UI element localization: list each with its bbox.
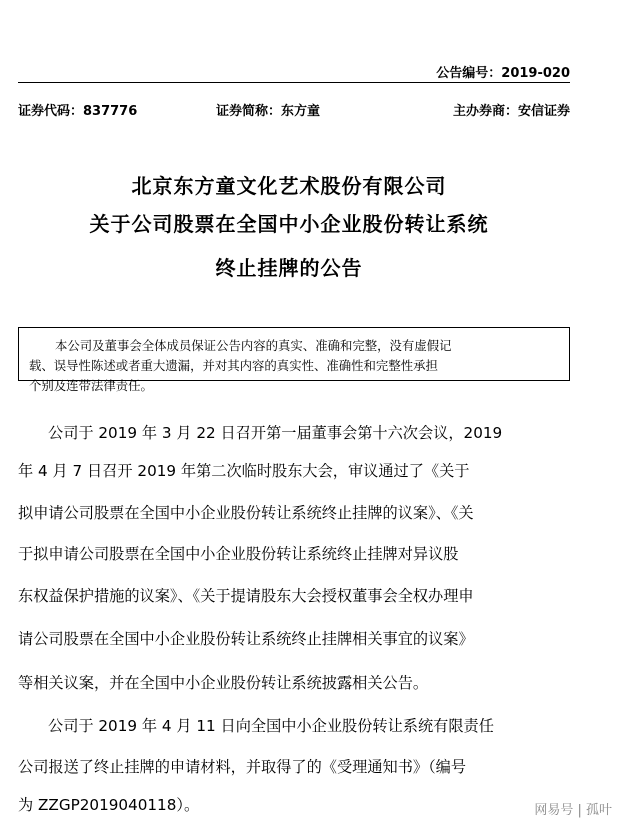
paragraph-line: 公司于 2019 年 4 月 11 日向全国中小企业股份转让系统有限责任 — [48, 717, 494, 735]
security-info-row — [18, 100, 570, 118]
paragraph-line: 公司报送了终止挂牌的申请材料，并取得了的《受理通知书》（编号 — [18, 758, 467, 776]
announcement-number: 公告编号：2019-020 — [436, 66, 570, 81]
title-company: 北京东方童文化艺术股份有限公司 — [131, 174, 447, 198]
header-divider — [18, 82, 570, 83]
title-subject: 关于公司股票在全国中小企业股份转让系统 — [89, 212, 489, 236]
lead-broker: 主办券商：安信证券 — [452, 104, 570, 119]
paragraph-line: 东权益保护措施的议案》、《关于提请股东大会授权董事会全权办理申 — [18, 587, 474, 605]
paragraph-line: 公司于 2019 年 3 月 22 日召开第一届董事会第十六次会议，2019 — [48, 424, 503, 442]
disclaimer-line: 个别及连带法律责任。 — [29, 378, 153, 393]
disclaimer-line: 本公司及董事会全体成员保证公告内容的真实、准确和完整，没有虚假记 — [55, 338, 452, 353]
paragraph-line: 请公司股票在全国中小企业股份转让系统终止挂牌相关事宜的议案》 — [18, 630, 474, 648]
paragraph-line: 于拟申请公司股票在全国中小企业股份转让系统终止挂牌对异议股 — [18, 545, 459, 563]
paragraph-line: 等相关议案，并在全国中小企业股份转让系统披露相关公告。 — [18, 674, 429, 692]
paragraph-line: 年 4 月 7 日召开 2019 年第二次临时股东大会，审议通过了《关于 — [18, 462, 470, 480]
disclaimer-box — [18, 327, 570, 393]
stock-code: 证券代码：837776 — [18, 104, 138, 119]
paragraph-line: 拟申请公司股票在全国中小企业股份转让系统终止挂牌的议案》、《关 — [18, 504, 474, 522]
source-watermark: 网易号 | 孤叶 — [534, 803, 612, 818]
disclaimer-line: 载、误导性陈述或者重大遗漏，并对其内容的真实性、准确性和完整性承担 — [29, 358, 438, 373]
title-notice: 终止挂牌的公告 — [215, 256, 363, 280]
stock-abbreviation: 证券简称：东方童 — [216, 104, 321, 119]
paragraph-line: 为 ZZGP2019040118）。 — [18, 796, 200, 814]
